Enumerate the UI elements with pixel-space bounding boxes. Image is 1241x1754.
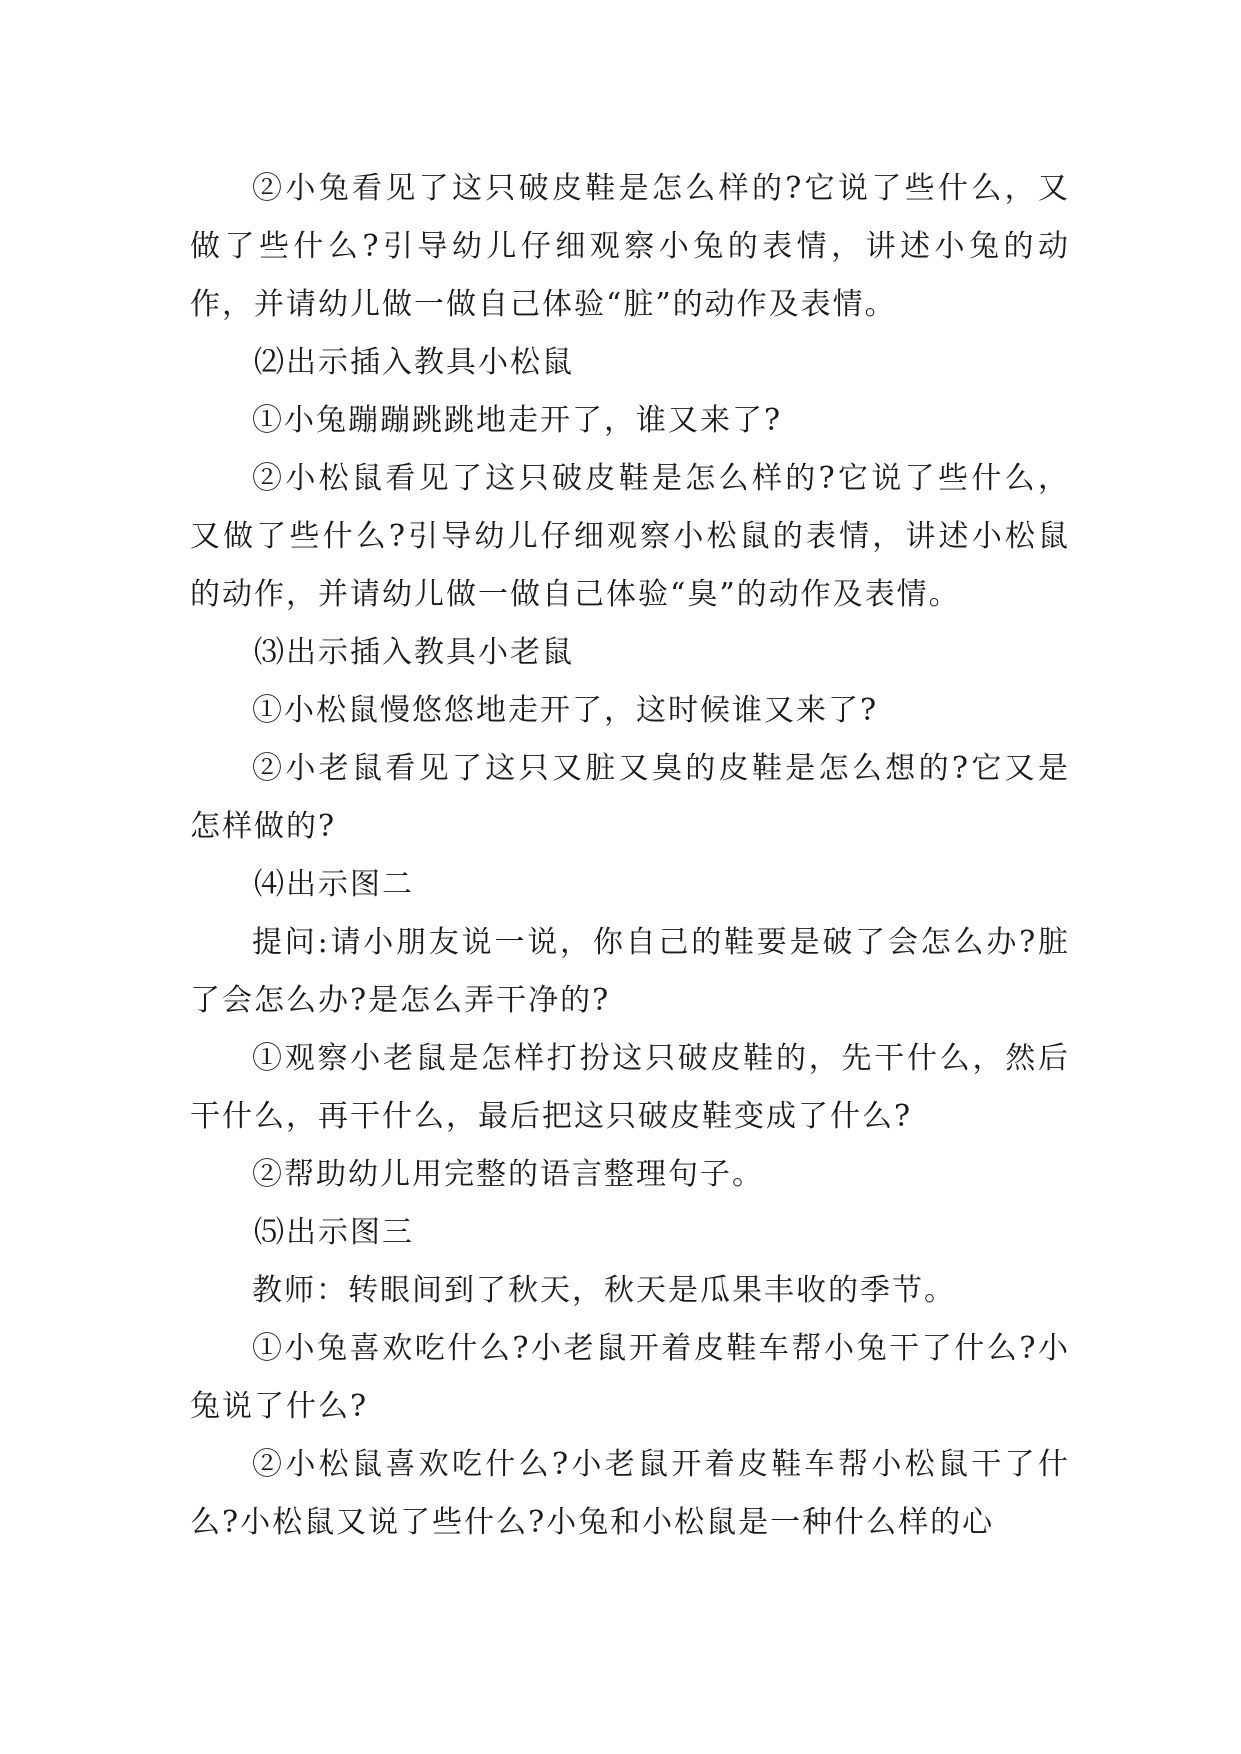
paragraph-rabbit-sees-shoe: ②小兔看见了这只破皮鞋是怎么样的?它说了些什么，又做了些什么?引导幼儿仔细观察小兔的表情，讲述小兔的动作，并请幼儿做一做自己体验“脏”的动作及表情。 [190,171,1070,322]
heading-step-3-mouse: ⑶出示插入教具小老鼠 [254,635,574,670]
heading-step-2-squirrel: ⑵出示插入教具小松鼠 [254,345,574,380]
heading-step-4-picture-two: ⑷出示图二 [254,867,414,902]
paragraph-question-prompt: 提问:请小朋友说一说，你自己的鞋要是破了会怎么办?脏了会怎么办?是怎么弄干净的? [190,925,1070,1018]
paragraph-squirrel-sees-shoe: ②小松鼠看见了这只破皮鞋是怎么样的?它说了些什么，又做了些什么?引导幼儿仔细观察小松鼠的表情，讲述小松鼠的动作，并请幼儿做一做自己体验“臭”的动作及表情。 [190,461,1070,612]
paragraph-squirrel-likes: ②小松鼠喜欢吃什么?小老鼠开着皮鞋车帮小松鼠干了什么?小松鼠又说了些什么?小兔和小松鼠是一种什么样的心 [190,1447,1070,1540]
document-body [190,160,1070,1552]
paragraph-squirrel-leaves: ①小松鼠慢悠悠地走开了，这时候谁又来了? [252,693,879,728]
paragraph-teacher-autumn: 教师：转眼间到了秋天，秋天是瓜果丰收的季节。 [252,1273,956,1308]
paragraph-observe-mouse: ①观察小老鼠是怎样打扮这只破皮鞋的，先干什么，然后干什么，再干什么，最后把这只破皮鞋变成了什么? [190,1041,1070,1134]
paragraph-mouse-sees-shoe: ②小老鼠看见了这只又脏又臭的皮鞋是怎么想的?它又是怎样做的? [190,751,1070,844]
paragraph-rabbit-leaves: ①小兔蹦蹦跳跳地走开了，谁又来了? [252,403,783,438]
heading-step-5-picture-three: ⑸出示图三 [254,1215,414,1250]
paragraph-help-children: ②帮助幼儿用完整的语言整理句子。 [252,1157,764,1192]
paragraph-rabbit-likes: ①小兔喜欢吃什么?小老鼠开着皮鞋车帮小兔干了什么?小兔说了什么? [190,1331,1070,1424]
